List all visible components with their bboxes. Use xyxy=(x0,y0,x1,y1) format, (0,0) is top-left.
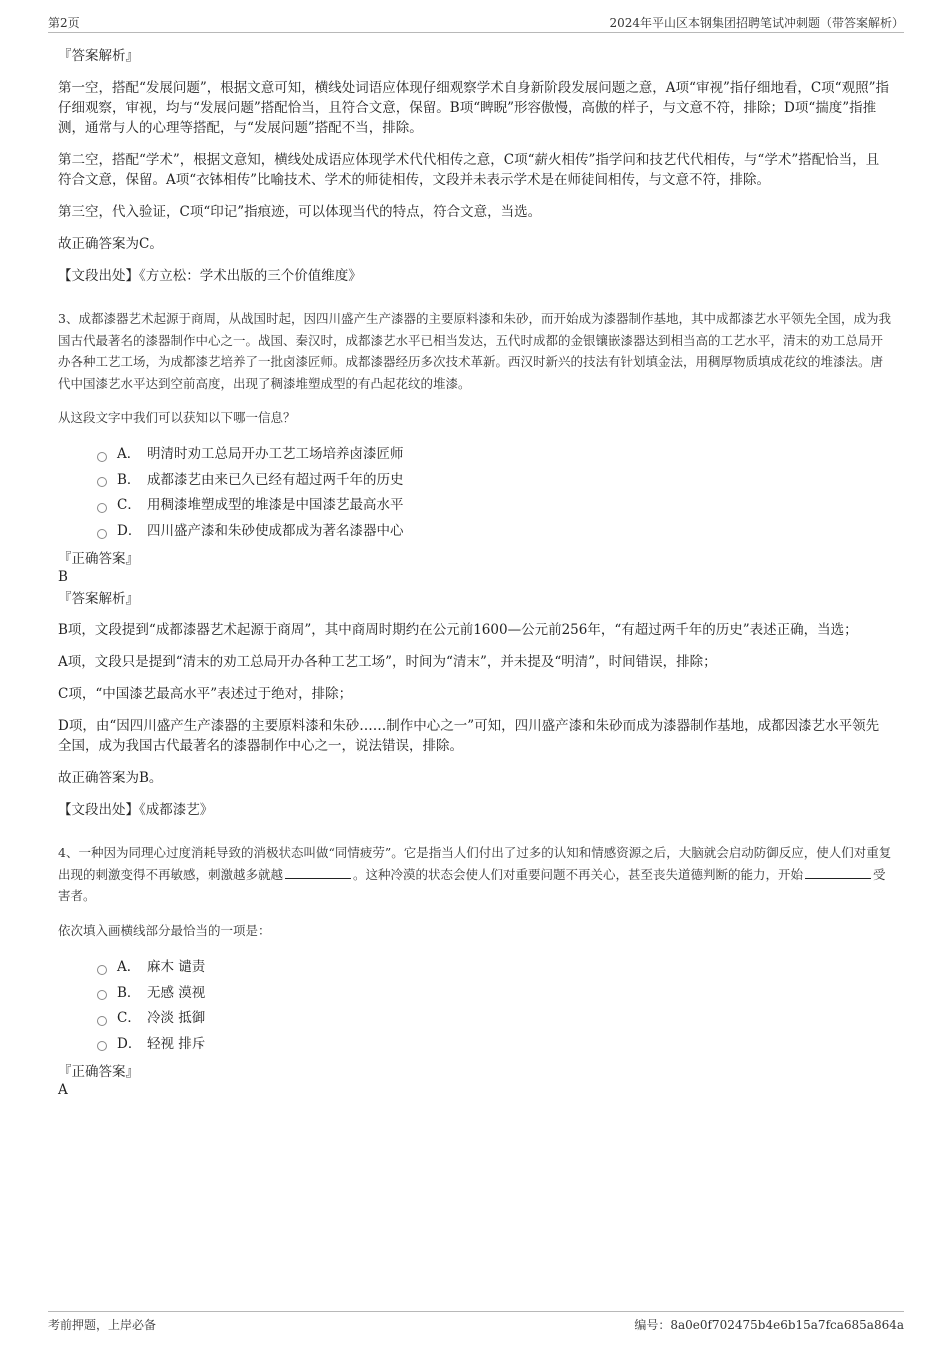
analysis-paragraph: A项，文段只是提到“清末的劝工总局开办各种工艺工场”，时间为“清末”，并未提及“明清”，时间错误，排除； xyxy=(58,654,717,671)
option-a[interactable]: A． 麻木 谴责 xyxy=(97,955,892,981)
option-list xyxy=(97,442,892,544)
radio-icon[interactable] xyxy=(97,1041,107,1051)
document-serial: 编号：8a0e0f702475b4e6b15a7fca685a864a xyxy=(634,1318,904,1332)
source-citation: 【文段出处】《成都漆艺》 xyxy=(58,802,214,819)
radio-icon[interactable] xyxy=(97,477,107,487)
document-title: 2024年平山区本钢集团招聘笔试冲刺题（带答案解析） xyxy=(609,16,904,30)
conclusion: 故正确答案为C。 xyxy=(58,236,163,252)
correct-answer-label: 『正确答案』 xyxy=(58,1064,139,1081)
page-header xyxy=(48,12,904,33)
question-stem: 4、一种因为同理心过度消耗导致的消极状态叫做“同情疲劳”。它是指当人们付出了过多的认知和情感资源之后，大脑就会启动防御反应，使人们对重复出现的刺激变得不再敏感，刺激越多就越 。这种冷漠的状态会使人们对重要问题不再关心，甚至丧失道德判断的能力，开始 受害者。 xyxy=(58,845,892,904)
analysis-label: 『答案解析』 xyxy=(58,591,139,608)
fill-blank xyxy=(285,866,351,879)
correct-answer: B xyxy=(58,569,68,586)
source-citation: 【文段出处】《方立松：学术出版的三个价值维度》 xyxy=(58,268,362,284)
option-c[interactable]: C． 冷淡 抵御 xyxy=(97,1006,892,1032)
analysis-paragraph: C项，“中国漆艺最高水平”表述过于绝对，排除； xyxy=(58,686,353,703)
radio-icon[interactable] xyxy=(97,990,107,1000)
option-b[interactable]: B． 无感 漠视 xyxy=(97,980,892,1006)
page-content xyxy=(58,46,892,1099)
footer-slogan: 考前押题，上岸必备 xyxy=(48,1318,157,1332)
radio-icon[interactable] xyxy=(97,503,107,513)
analysis-label: 『答案解析』 xyxy=(58,48,139,64)
question-prompt: 从这段文字中我们可以获知以下哪一信息？ xyxy=(58,410,296,425)
conclusion: 故正确答案为B。 xyxy=(58,770,163,787)
option-b[interactable]: B． 成都漆艺由来已久已经有超过两千年的历史 xyxy=(97,468,892,494)
fill-blank xyxy=(805,866,871,879)
page-number: 第2页 xyxy=(48,16,80,30)
option-d[interactable]: D． 四川盛产漆和朱砂使成都成为著名漆器中心 xyxy=(97,519,892,545)
option-d[interactable]: D． 轻视 排斥 xyxy=(97,1032,892,1058)
option-c[interactable]: C． 用稠漆堆塑成型的堆漆是中国漆艺最高水平 xyxy=(97,493,892,519)
analysis-paragraph: B项，文段提到“成都漆器艺术起源于商周”，其中商周时期约在公元前1600—公元前256年，“有超过两千年的历史”表述正确，当选； xyxy=(58,622,858,639)
question-prompt: 依次填入画横线部分最恰当的一项是： xyxy=(58,922,271,938)
radio-icon[interactable] xyxy=(97,1016,107,1026)
question-stem: 3、成都漆器艺术起源于商周，从战国时起，因四川盛产生产漆器的主要原料漆和朱砂，而开始成为漆器制作基地，其中成都漆艺水平领先全国，成为我国古代最著名的漆器制作中心之一。战国、秦汉时，成都漆艺水平已相当发达，五代时成都的金银镶嵌漆器达到相当高的工艺水平，清末的劝工总局开办各种工艺工场，为成都漆艺培养了一批卤漆匠师。成都漆器经历多次技术革新。西汉时新兴的技法有针划填金法，用稠厚物质填成花纹的堆漆法。唐代中国漆艺水平达到空前高度，出现了稠漆堆塑成型的有凸起花纹的堆漆。 xyxy=(58,311,891,391)
radio-icon[interactable] xyxy=(97,452,107,462)
correct-answer: A xyxy=(58,1082,68,1099)
analysis-paragraph: 第二空，搭配“学术”，根据文意知，横线处成语应体现学术代代相传之意，C项“薪火相传”指学问和技艺代代相传，与“学术”搭配恰当，且符合文意，保留。A项“衣钵相传”比喻技术、学术的师徒相传，文段并未表示学术是在师徒间相传，与文意不符，排除。 xyxy=(58,152,880,188)
radio-icon[interactable] xyxy=(97,529,107,539)
correct-answer-label: 『正确答案』 xyxy=(58,551,139,568)
radio-icon[interactable] xyxy=(97,965,107,975)
analysis-paragraph: D项，由“因四川盛产生产漆器的主要原料漆和朱砂……制作中心之一”可知，四川盛产漆和朱砂而成为漆器制作基地，成都因漆艺水平领先全国，成为我国古代最著名的漆器制作中心之一，说法错误，排除。 xyxy=(58,718,880,755)
option-a[interactable]: A． 明清时劝工总局开办工艺工场培养卤漆匠师 xyxy=(97,442,892,468)
analysis-paragraph: 第三空，代入验证，C项“印记”指痕迹，可以体现当代的特点，符合文意，当选。 xyxy=(58,204,542,220)
analysis-paragraph: 第一空，搭配“发展问题”，根据文意可知，横线处词语应体现仔细观察学术自身新阶段发展问题之意，A项“审视”指仔细地看，C项“观照”指仔细观察，审视，均与“发展问题”搭配恰当，且符合文意，保留。B项“睥睨”形容傲慢，高傲的样子，与文意不符，排除；D项“揣度”指推测，通常与人的心理等搭配，与“发展问题”搭配不当，排除。 xyxy=(58,80,889,136)
page-footer xyxy=(48,1311,904,1336)
option-list xyxy=(97,955,892,1057)
